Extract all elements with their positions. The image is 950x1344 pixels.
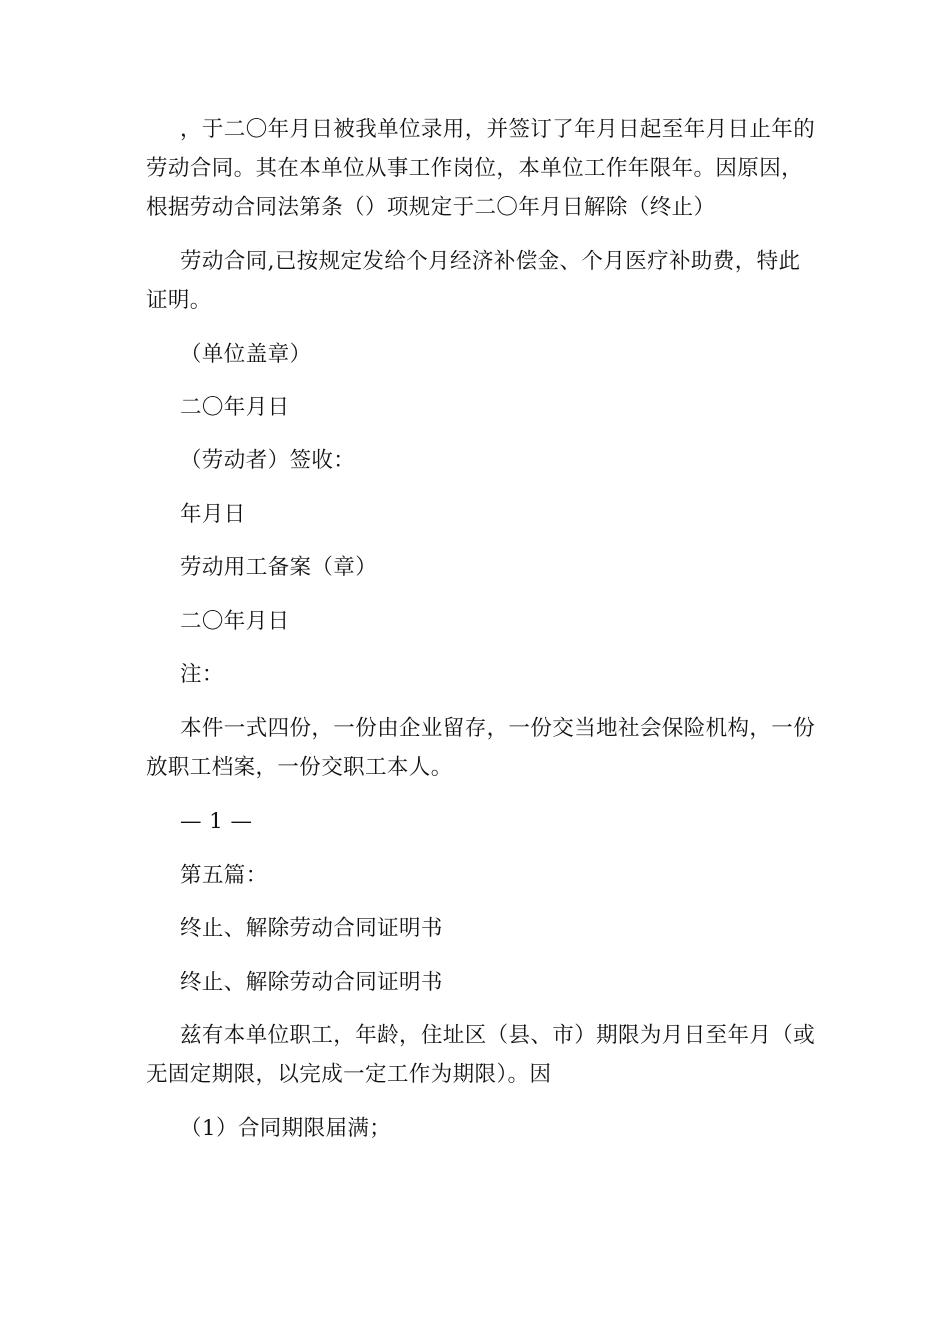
page-number: — 1 — [180,809,253,834]
paragraph-line: 根据劳动合同法第条（）项规定于二〇年月日解除（终止） [146,195,716,220]
filing-label: 劳动用工备案（章） [180,555,378,580]
paragraph-line: 证明。 [146,288,212,313]
note-paragraph-line: 放职工档案，一份交职工本人。 [146,755,453,780]
date-line: 二〇年月日 [180,609,290,634]
note-label: 注： [180,662,224,687]
seal-label: （单位盖章） [180,342,312,367]
paragraph-line: 无固定期限，以完成一定工作为期限）。因 [146,1062,552,1087]
document-title: 终止、解除劳动合同证明书 [180,916,443,941]
paragraph-line: 兹有本单位职工，年龄，住址区（县、市）期限为月日至年月（或 [180,1023,816,1048]
list-item: （1）合同期限届满； [180,1116,392,1141]
document-title: 终止、解除劳动合同证明书 [180,970,443,995]
note-paragraph-line: 本件一式四份，一份由企业留存，一份交当地社会保险机构，一份 [180,716,816,741]
date-line: 年月日 [180,502,246,527]
paragraph-line: 劳动合同,已按规定发给个月经济补偿金、个月医疗补助费，特此 [180,249,801,274]
signature-label: （劳动者）签收： [180,448,356,473]
date-line: 二〇年月日 [180,395,290,420]
section-heading: 第五篇： [180,863,268,888]
paragraph-line: ，于二〇年月日被我单位录用，并签订了年月日起至年月日止年的 [180,117,816,142]
paragraph-line: 劳动合同。其在本单位从事工作岗位，本单位工作年限年。因原因， [146,156,804,181]
